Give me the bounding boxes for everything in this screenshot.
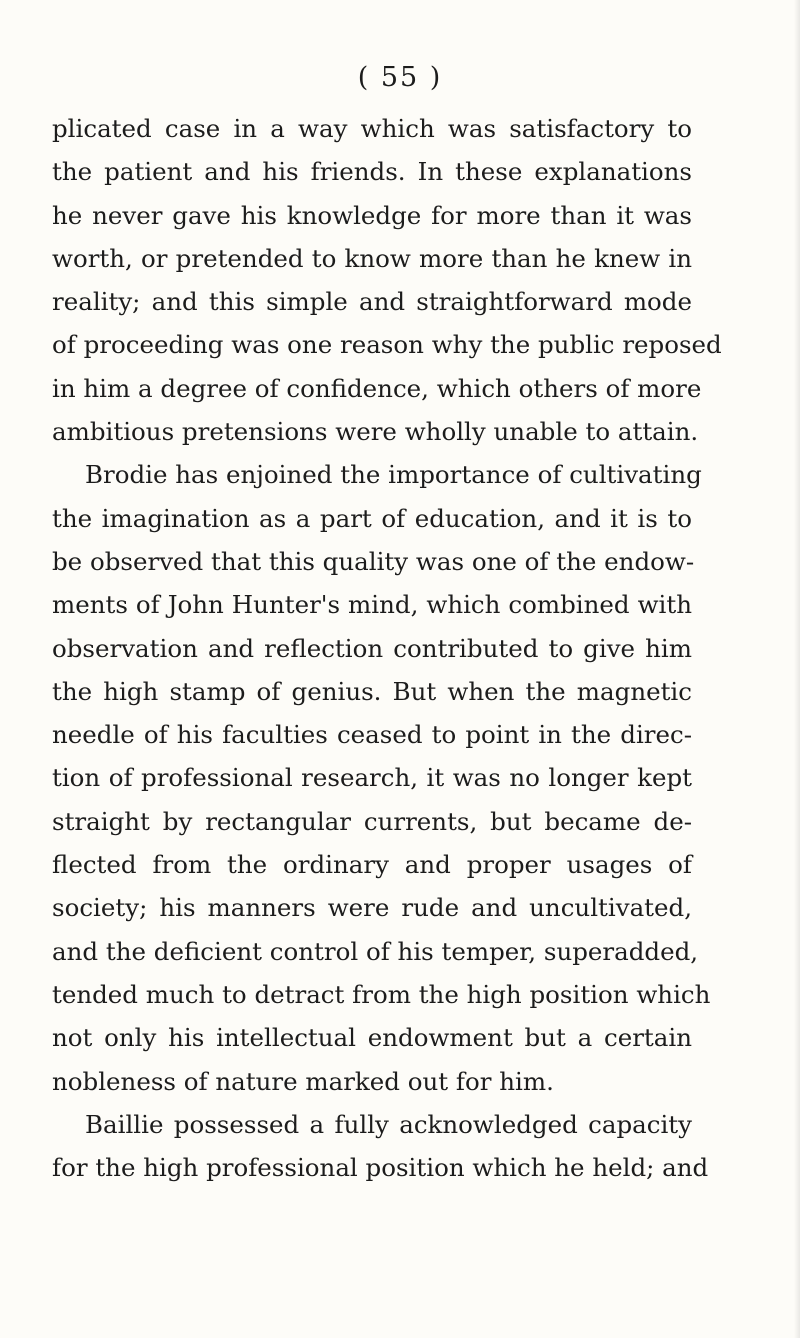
paragraph-start-line: Brodie has enjoined the importance of cultivating xyxy=(85,460,702,490)
text-line: straight by rectangular currents, but became de- xyxy=(52,806,692,836)
text-line: worth, or pretended to know more than he knew in xyxy=(52,243,692,273)
text-line: the high stamp of genius. But when the magnetic xyxy=(52,676,692,706)
text-line: needle of his faculties ceased to point in the direc- xyxy=(52,720,692,750)
text-line: be observed that this quality was one of the endow- xyxy=(52,546,695,576)
text-line: reality; and this simple and straightforward mode xyxy=(52,287,692,317)
text-line: not only his intellectual endowment but a certain xyxy=(52,1023,692,1053)
text-line: nobleness of nature marked out for him. xyxy=(52,1066,554,1096)
text-line: and the deficient control of his temper, superadded, xyxy=(52,936,699,966)
text-line: tended much to detract from the high position which xyxy=(52,979,711,1009)
text-line: society; his manners were rude and uncultivated, xyxy=(52,893,692,923)
text-line: he never gave his knowledge for more than it was xyxy=(52,200,692,230)
text-line: ambitious pretensions were wholly unable to attain. xyxy=(52,417,699,447)
text-line: tion of professional research, it was no longer kept xyxy=(52,763,692,793)
text-line: in him a degree of confidence, which others of more xyxy=(52,373,702,403)
page-number: ( 55 ) xyxy=(357,62,443,93)
paragraph-start-line: Baillie possessed a fully acknowledged capacity xyxy=(85,1109,692,1139)
text-line: plicated case in a way which was satisfactory to xyxy=(52,114,692,143)
page-edge-shadow xyxy=(794,0,800,1338)
text-line: for the high professional position which he held; and xyxy=(52,1153,709,1183)
text-line: observation and reflection contributed to give him xyxy=(52,633,692,663)
body-text xyxy=(52,107,722,1189)
text-line: the imagination as a part of education, and it is to xyxy=(52,503,692,533)
text-line: the patient and his friends. In these explanations xyxy=(52,157,692,187)
text-line: of proceeding was one reason why the public reposed xyxy=(52,330,722,360)
text-line: ments of John Hunter's mind, which combined with xyxy=(52,590,692,620)
text-line: flected from the ordinary and proper usages of xyxy=(52,850,692,880)
